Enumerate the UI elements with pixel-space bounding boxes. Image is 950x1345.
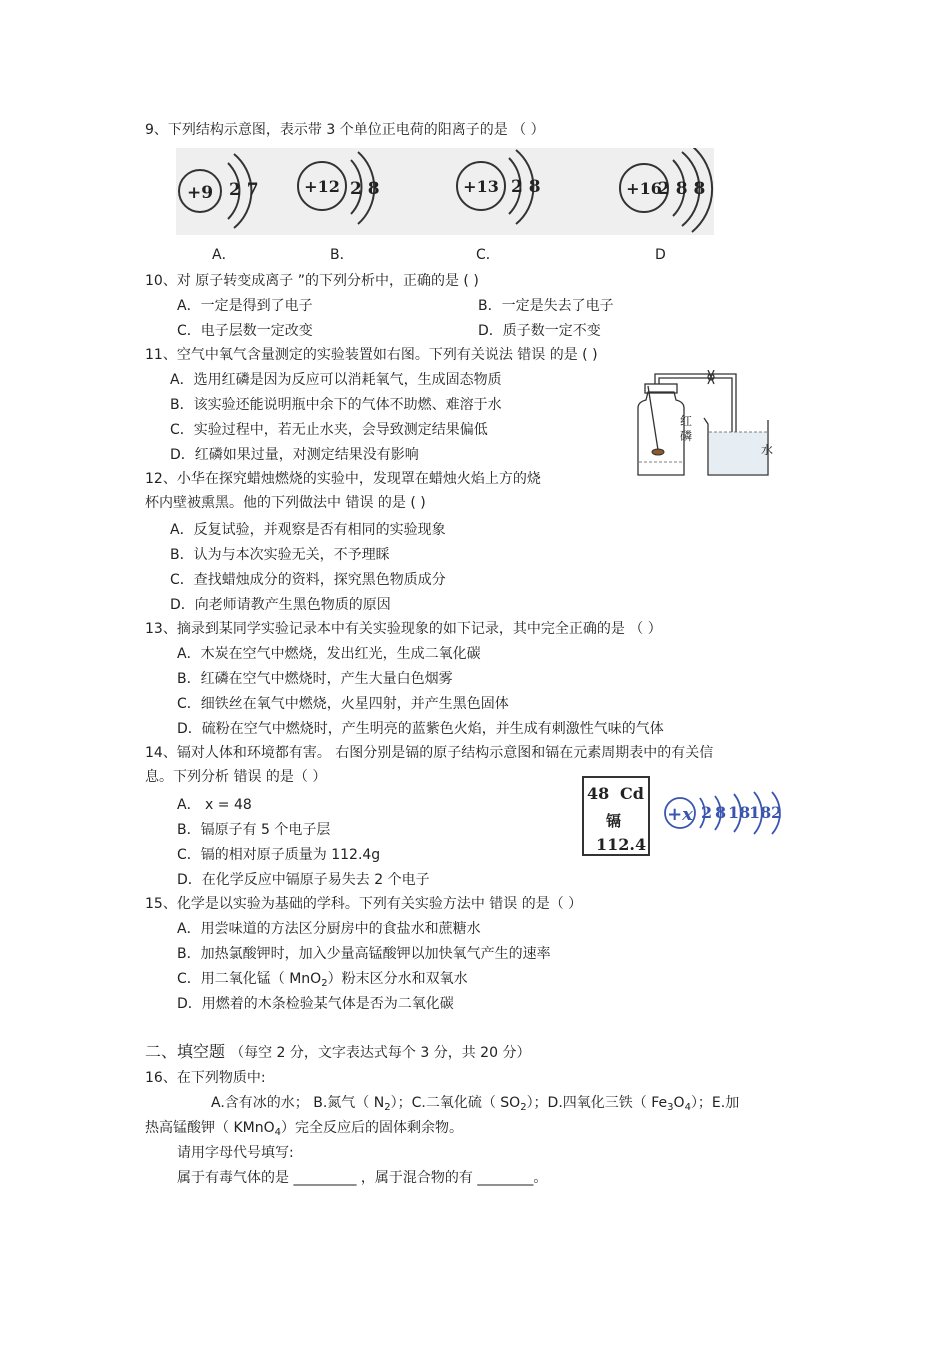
section-scoring-note: （每空 2 分，文字表达式每个 3 分，共 20 分）: [230, 1045, 531, 1061]
q11-option-c: C．实验过程中，若无止水夹，会导致测定结果偏低: [170, 422, 488, 438]
text-part: A.含有冰的水； B.氮气（ N: [211, 1095, 385, 1111]
q16-stem: 16、在下列物质中:: [145, 1070, 266, 1086]
q9-label-b: B．: [330, 247, 354, 263]
diagram-a-shells: 2 7: [229, 180, 259, 200]
figure-label-phosphorus: 磷: [680, 429, 693, 443]
cadmium-atom-diagram: [660, 776, 790, 848]
q15-stem: 15、化学是以实验为基础的学科。下列有关实验方法中 错误 的是（ ）: [145, 896, 583, 912]
diagram-d-nucleus: +16: [626, 179, 662, 198]
subscript: 2: [321, 978, 328, 989]
q12-option-d: D．向老师请教产生黑色物质的原因: [170, 597, 391, 613]
q15-option-b: B．加热氯酸钾时，加入少量高锰酸钾以加快氧气产生的速率: [177, 946, 551, 962]
q16-instruction: 请用字母代号填写:: [177, 1145, 294, 1161]
text-part: ）；C.二氧化硫（ SO: [390, 1095, 521, 1111]
q16-substances-line1: [211, 1094, 739, 1117]
q12-option-a: A．反复试验，并观察是否有相同的实验现象: [170, 522, 446, 538]
q12-option-c: C．查找蜡烛成分的资料，探究黑色物质成分: [170, 572, 446, 588]
text-part: 热高锰酸钾（ KMnO: [145, 1120, 275, 1136]
q10-option-b: B．一定是失去了电子: [478, 298, 614, 314]
diagram-b-nucleus: +12: [304, 177, 340, 196]
element-symbol: Cd: [620, 784, 644, 803]
text-part: ）；D.四氧化三铁（ Fe: [526, 1095, 668, 1111]
subscript: 4: [274, 1127, 281, 1138]
q15-option-c-text: C．用二氧化锰（ MnO: [177, 971, 322, 987]
diagram-a-nucleus: +9: [186, 183, 214, 203]
q9-stem: 9、下列结构示意图，表示带 3 个单位正电荷的阳离子的是 （ ）: [145, 122, 545, 138]
text-part: ）；E.加: [690, 1095, 740, 1111]
q11-option-a: A．选用红磷是因为反应可以消耗氧气，生成固态物质: [170, 372, 502, 388]
q9-label-d: D: [655, 247, 666, 263]
text-part: O: [673, 1095, 685, 1111]
q15-option-c: [177, 970, 468, 993]
figure-label-red: 红: [680, 414, 693, 428]
q10-option-c: C．电子层数一定改变: [177, 323, 313, 339]
subscript: 2: [520, 1102, 527, 1113]
q10-option-d: D．质子数一定不变: [478, 323, 601, 339]
q13-option-d: D．硫粉在空气中燃烧时，产生明亮的蓝紫色火焰，并生成有刺激性气味的气体: [177, 721, 664, 737]
periodic-table-cell: [582, 776, 650, 856]
q11-apparatus-figure: [628, 370, 788, 482]
atom-shell-5: 2: [771, 803, 783, 822]
q15-option-a: A．用尝味道的方法区分厨房中的食盐水和蔗糖水: [177, 921, 481, 937]
atom-shell-1: 2: [701, 803, 713, 822]
q16-answer-blanks[interactable]: 属于有毒气体的是 _________ ，属于混合物的有 ________。: [177, 1170, 548, 1186]
q14-option-c: C．镉的相对原子质量为 112.4g: [177, 847, 381, 863]
diagram-c-shells: 2 8: [511, 177, 541, 197]
diagram-b-shells: 2 8: [350, 179, 380, 199]
q12-stem-line2: 杯内壁被熏黑。他的下列做法中 错误 的是 ( ): [145, 495, 426, 511]
element-mass: 112.4: [596, 835, 647, 854]
q11-option-d: D．红磷如果过量，对测定结果没有影响: [170, 447, 419, 463]
q9-label-c: C．: [476, 247, 500, 263]
element-name: 镉: [606, 812, 622, 830]
diagram-d-shells: 2 8 8: [658, 179, 706, 199]
subscript: 2: [384, 1102, 391, 1113]
section-title: 二、填空题: [145, 1042, 226, 1061]
q13-option-a: A．木炭在空气中燃烧，发出红光，生成二氧化碳: [177, 646, 481, 662]
figure-label-water: 水: [761, 443, 774, 457]
q11-option-b: B．该实验还能说明瓶中余下的气体不助燃、难溶于水: [170, 397, 502, 413]
q15-option-c-text-end: ）粉末区分水和双氧水: [327, 971, 468, 987]
q14-stem-line2: 息。下列分析 错误 的是（ ）: [145, 769, 327, 785]
section-heading: [145, 1043, 530, 1062]
q14-option-d: D．在化学反应中镉原子易失去 2 个电子: [177, 872, 430, 888]
q15-option-d: D．用燃着的木条检验某气体是否为二氧化碳: [177, 996, 454, 1012]
diagram-c-nucleus: +13: [463, 177, 499, 196]
atom-shell-3: 18: [728, 803, 751, 822]
q12-stem-line1: 12、小华在探究蜡烛燃烧的实验中，发现罩在蜡烛火焰上方的烧: [145, 471, 541, 487]
q9-label-a: A．: [212, 247, 236, 263]
subscript: 4: [684, 1102, 691, 1113]
q13-option-b: B．红磷在空气中燃烧时，产生大量白色烟雾: [177, 671, 453, 687]
q11-stem: 11、空气中氧气含量测定的实验装置如右图。下列有关说法 错误 的是 ( ): [145, 347, 598, 363]
q14-stem-line1: 14、镉对人体和环境都有害。 右图分别是镉的原子结构示意图和镉在元素周期表中的有关信: [145, 745, 714, 761]
q12-option-b: B．认为与本次实验无关，不予理睬: [170, 547, 390, 563]
atom-shell-4: 18: [749, 803, 772, 822]
q16-substances-line2: [145, 1119, 463, 1142]
q14-option-b: B．镉原子有 5 个电子层: [177, 822, 331, 838]
text-part: ）完全反应后的固体剩余物。: [280, 1120, 463, 1136]
atom-shell-2: 8: [715, 803, 727, 822]
q10-option-a: A．一定是得到了电子: [177, 298, 313, 314]
q9-atomic-diagrams: [176, 148, 714, 235]
subscript: 3: [667, 1102, 674, 1113]
q14-option-a: A． x = 48: [177, 797, 252, 813]
q13-option-c: C．细铁丝在氧气中燃烧，火星四射，并产生黑色固体: [177, 696, 509, 712]
q10-stem: 10、对 原子转变成离子 ”的下列分析中，正确的是 ( ): [145, 273, 479, 289]
q13-stem: 13、摘录到某同学实验记录本中有关实验现象的如下记录，其中完全正确的是 （ ）: [145, 621, 662, 637]
element-number: 48: [587, 784, 610, 803]
atom-nucleus: +x: [667, 804, 693, 825]
